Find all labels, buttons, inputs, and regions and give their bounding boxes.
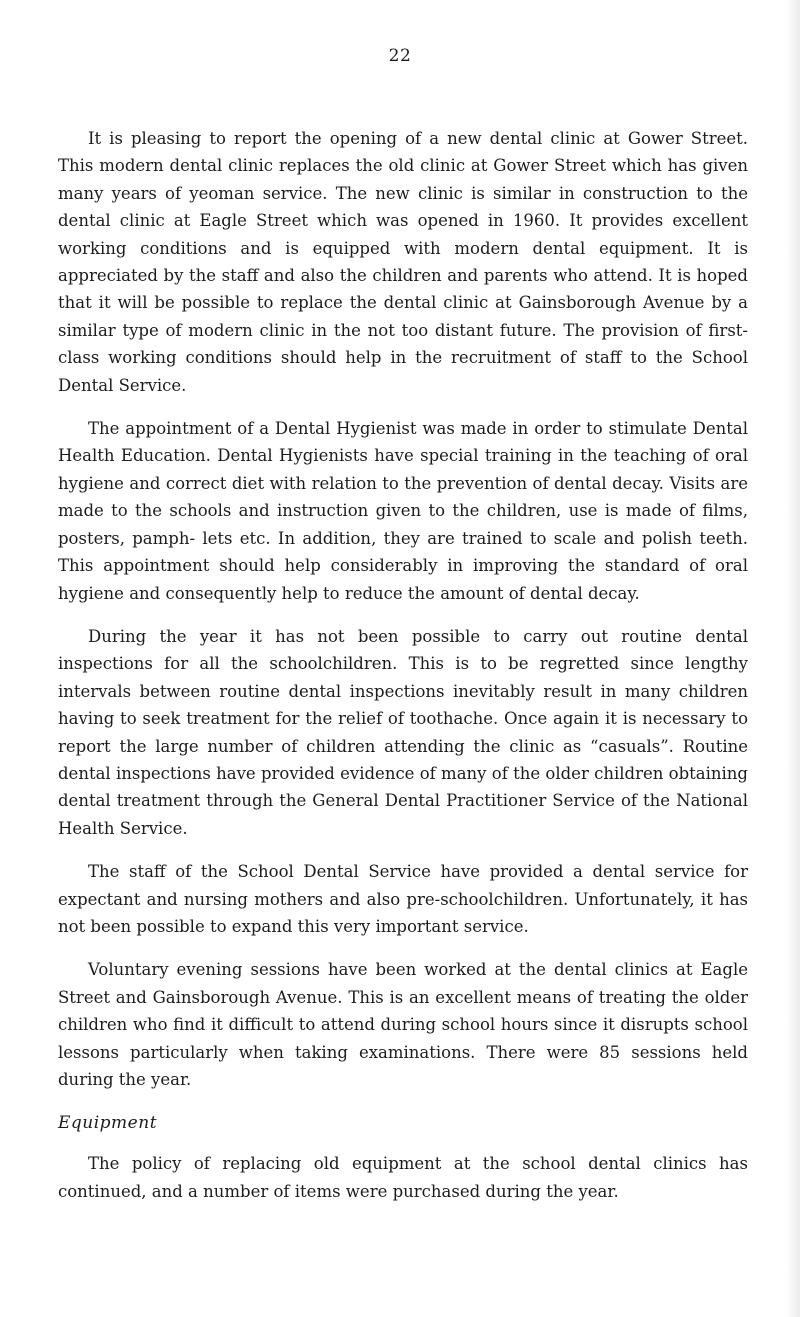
paragraph-equipment: The policy of replacing old equipment at the school dental clinics has continued, and a number of items were purchased during the year. [58, 1154, 748, 1201]
section-heading-equipment: Equipment [58, 1113, 158, 1134]
paragraph-routine-inspections: During the year it has not been possible to carry out routine dental inspections for all the schoolchildren. This is to be regretted since lengthy intervals between routine dental inspections inevitably result in many children having to seek treatment for the relief of toothache. Once again it is necessary to report the large number of children attending the clinic as “casuals”. Routine dental inspections have provided evidence of many of the older children obtaining dental treatment through the General Dental Practitioner Service of the National Health Service. [58, 626, 748, 838]
paragraph-new-dental-clinic: It is pleasing to report the opening of a new dental clinic at Gower Street. This modern dental clinic replaces the old clinic at Gower Street which has given many years of yeoman service. The new clinic is similar in construction to the dental clinic at Eagle Street which was opened in 1960. It provides excellent working conditions and is equipped with modern dental equipment. It is appreciated by the staff and also the children and parents who attend. It is hoped that it will be possible to replace the dental clinic at Gainsborough Avenue by a similar type of modern clinic in the not too distant future. The provision of first-class working conditions should help in the recruitment of staff to the School Dental Service. [58, 129, 748, 395]
paragraph-expectant-mothers: The staff of the School Dental Service have provided a dental service for expectant and nursing mothers and also pre-schoolchildren. Unfortunately, it has not been possible to expand this very important service. [58, 862, 748, 936]
page-body [58, 125, 748, 1221]
paragraph-dental-hygienist: The appointment of a Dental Hygienist was made in order to stimulate Dental Health Education. Dental Hygienists have special training in the teaching of oral hygiene and correct diet with relation to the prevention of dental decay. Visits are made to the schools and instruction given to the children, use is made of films, posters, pamph- lets etc. In addition, they are trained to scale and polish teeth. This appointment should help considerably in improving the standard of oral hygiene and consequently help to reduce the amount of dental decay. [58, 419, 748, 603]
page-number: 22 [388, 46, 412, 66]
paragraph-evening-sessions: Voluntary evening sessions have been worked at the dental clinics at Eagle Street and Gainsborough Avenue. This is an excellent means of treating the older children who find it difficult to attend during school hours since it disrupts school lessons particularly when taking examinations. There were 85 sessions held during the year. [58, 960, 748, 1089]
page-edge-shadow [786, 0, 800, 1317]
